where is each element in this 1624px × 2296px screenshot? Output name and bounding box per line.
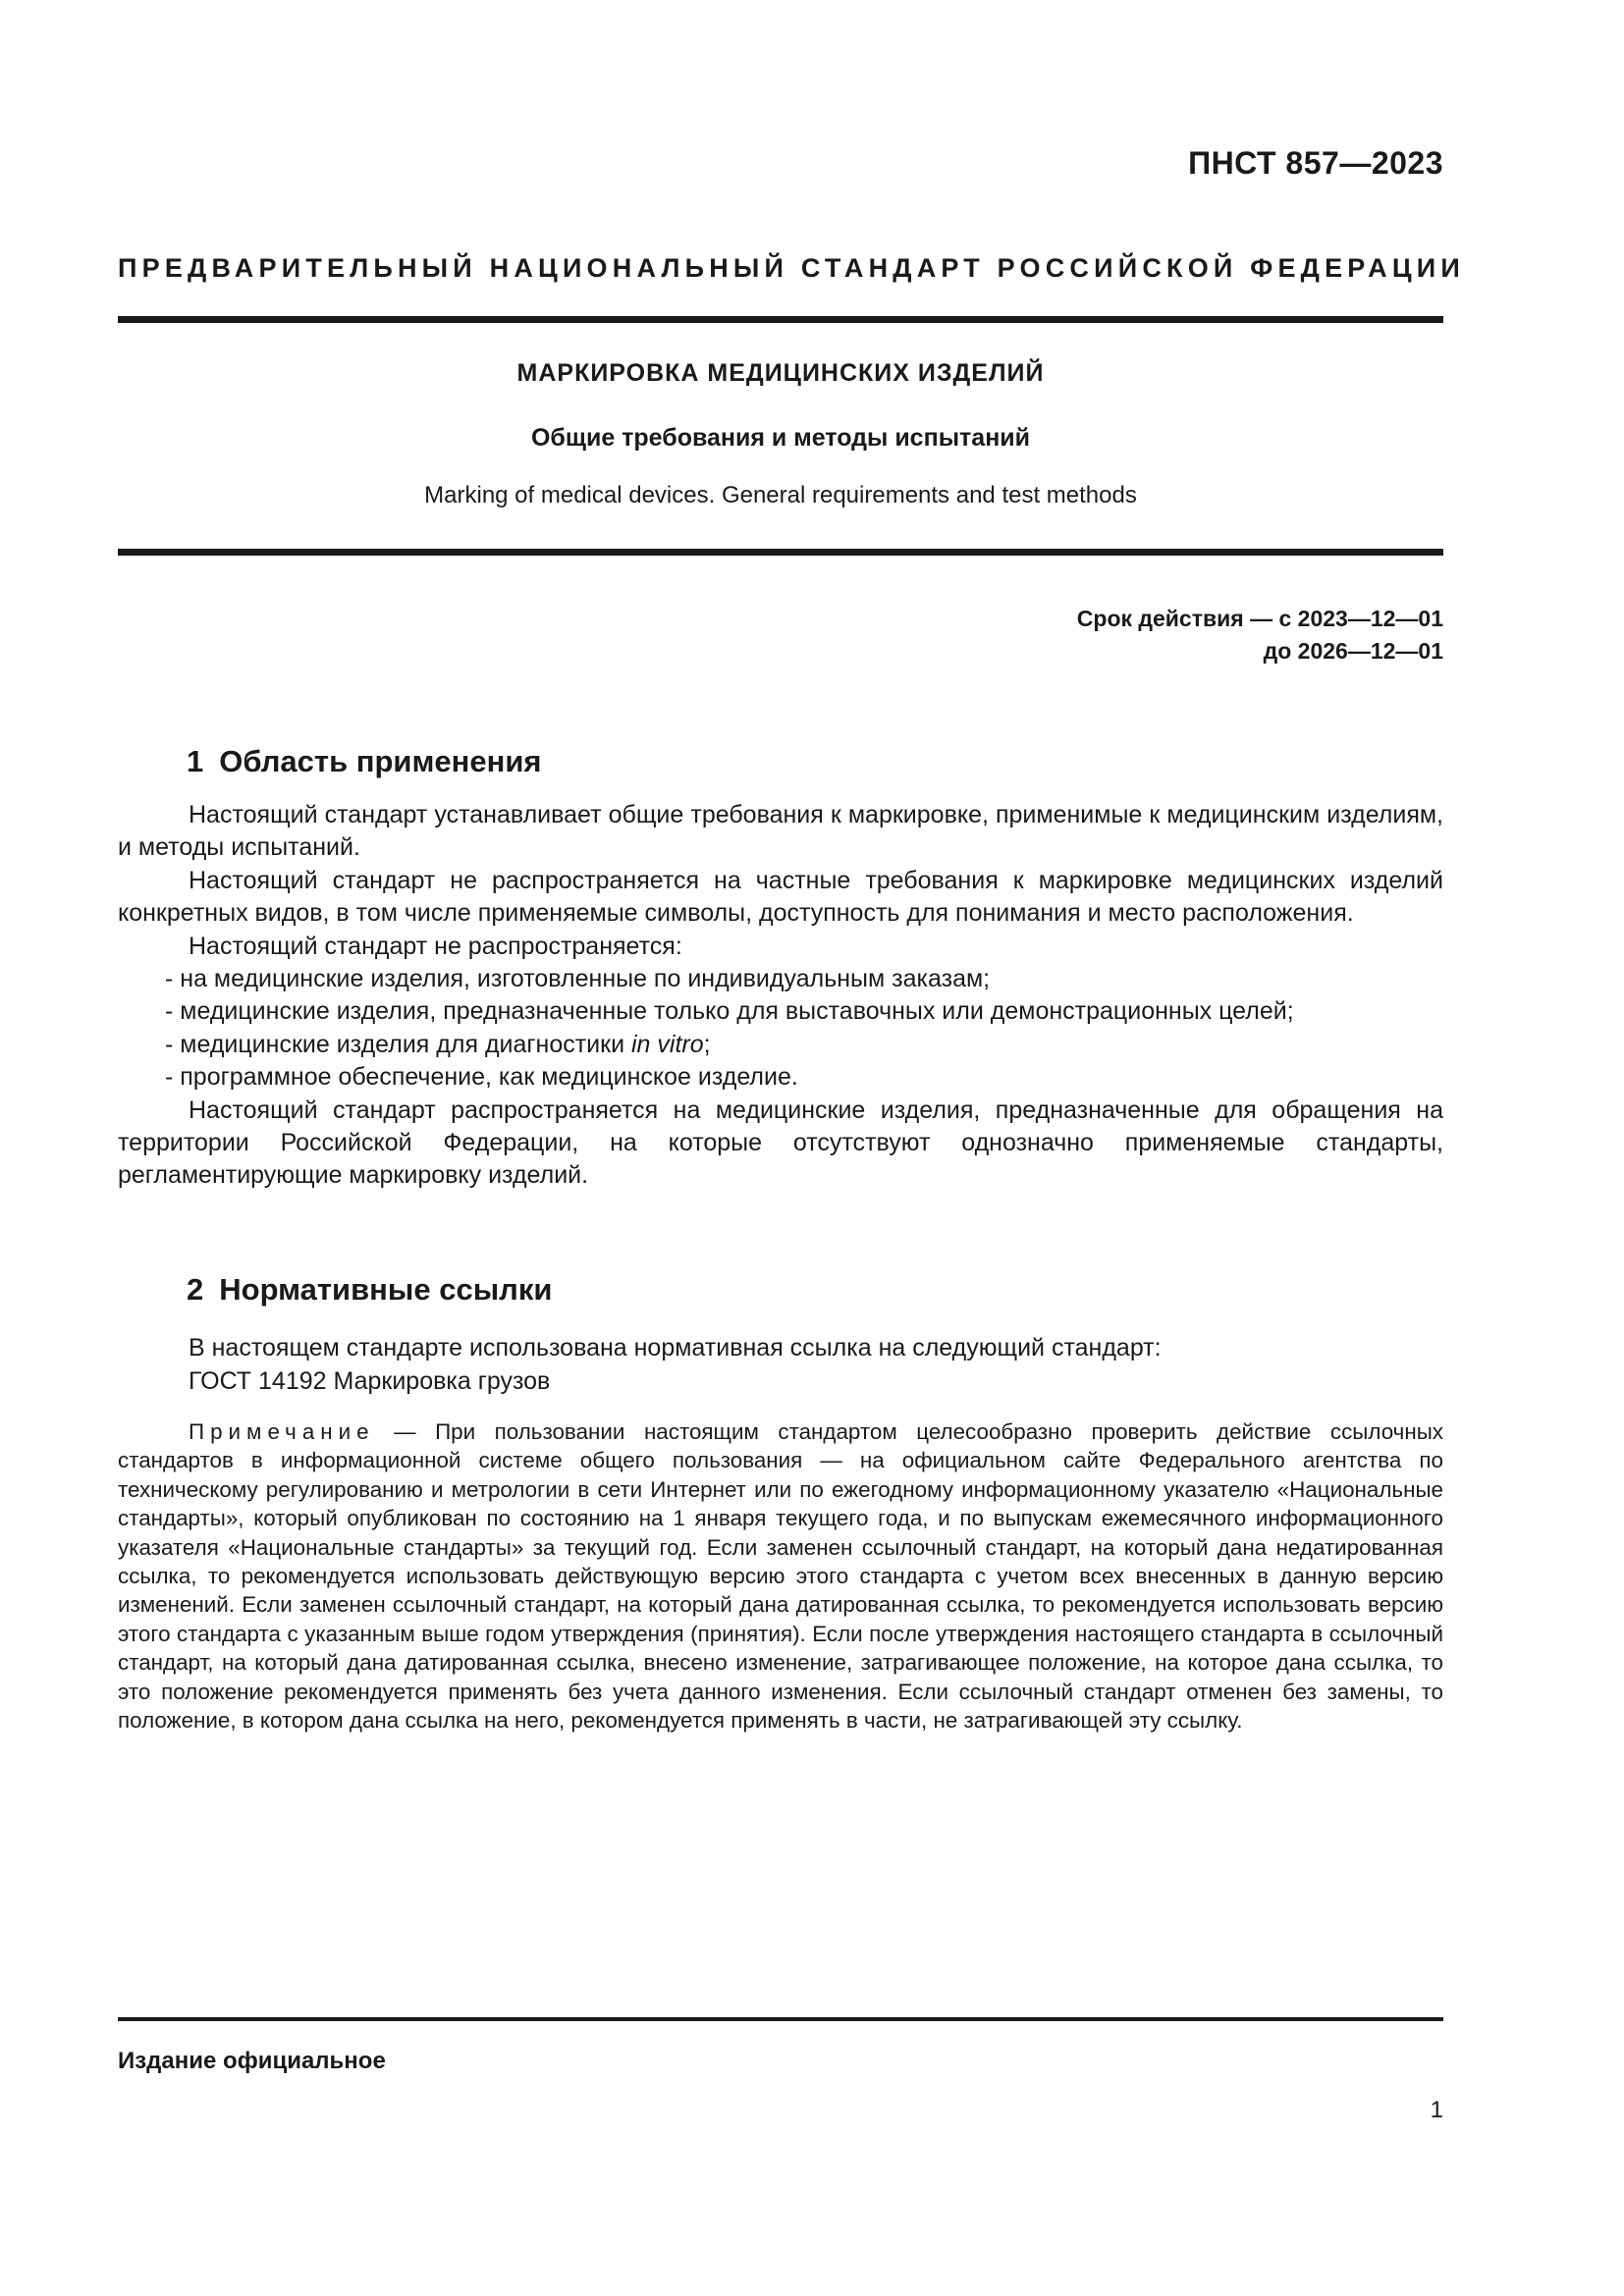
list-item [118, 1029, 1443, 1061]
section-1-number: 1 [187, 744, 204, 778]
page-number: 1 [1430, 2097, 1443, 2123]
list-item: - на медицинские изделия, изготовленные по индивидуальным заказам; [165, 965, 991, 993]
reference-item: ГОСТ 14192 Маркировка грузов [189, 1367, 551, 1395]
note-block [118, 1417, 1443, 1735]
list-item-punctuation: ; [703, 1030, 711, 1058]
paragraph: Настоящий стандарт не распространяется на частные требования к маркировке медицинских изделий конкретных видов, в том числе применяемые символы, доступность для понимания и место расположения. [118, 866, 1443, 928]
document-subtitle: Общие требования и методы испытаний [530, 424, 1031, 452]
standard-type-header: ПРЕДВАРИТЕЛЬНЫЙ НАЦИОНАЛЬНЫЙ СТАНДАРТ РОССИЙСКОЙ ФЕДЕРАЦИИ [118, 253, 1465, 283]
section-2-title: Нормативные ссылки [219, 1272, 553, 1307]
note-text: — При пользовании настоящим стандартом целесообразно проверить действие ссылочных стандартов в информационной системе общего пользования — на официальном сайте Федерального агентства по техническому регулированию и метрологии в сети Интернет или по ежегодному информационному указателю «Национальные стандарты», который опубликован по состоянию на 1 января текущего года, и по выпускам ежемесячного информационного указателя «Национальные стандарты» за текущий год. Если заменен ссылочный стандарт, на который дана недатированная ссылка, то рекомендуется использовать действующую версию этого стандарта с учетом всех внесенных в данную версию изменений. Если заменен ссылочный стандарт, на который дана датированная ссылка, то рекомендуется использовать версию этого стандарта с указанным выше годом утверждения (принятия). Если после утверждения настоящего стандарта в ссылочный стандарт, на который дана датированная ссылка, внесено изменение, затрагивающее положение, на которое дана ссылка, то это положение рекомендуется применять без учета данного изменения. Если ссылочный стандарт отменен без замены, то положение, в котором дана ссылка на него, рекомендуется применять в части, не затрагивающей эту ссылку. [118, 1419, 1443, 1734]
top-divider [118, 316, 1443, 323]
footer-divider [118, 2017, 1443, 2021]
normative-references [189, 1331, 1162, 1398]
edition-label: Издание официальное [118, 2048, 386, 2074]
paragraph: Настоящий стандарт устанавливает общие требования к маркировке, применимые к медицинским изделиям, и методы испытаний. [118, 801, 1443, 862]
section-1-title: Область применения [219, 744, 542, 778]
in-vitro-term: in vitro [631, 1030, 704, 1058]
section-1-heading [187, 744, 542, 779]
title-divider [118, 549, 1443, 556]
section-2-heading [187, 1272, 552, 1308]
section-2-number: 2 [187, 1272, 204, 1307]
validity-start: Срок действия — с 2023—12—01 [1076, 606, 1443, 631]
document-code: ПНСТ 857—2023 [1188, 145, 1443, 181]
validity-end: до 2026—12—01 [1263, 638, 1443, 664]
list-item: - медицинские изделия, предназначенные только для выставочных или демонстрационных целей; [165, 997, 1294, 1026]
list-item: - программное обеспечение, как медицинское изделие. [165, 1063, 798, 1092]
list-item-text: - медицинские изделия для диагностики [165, 1030, 631, 1058]
section-1-body [118, 799, 1443, 1193]
english-title: Marking of medical devices. General requirements and test methods [424, 482, 1137, 508]
validity-period [1077, 603, 1443, 667]
note-label: Примечание [189, 1419, 375, 1444]
paragraph: Настоящий стандарт не распространяется: [189, 932, 682, 960]
paragraph: Настоящий стандарт распространяется на медицинские изделия, предназначенные для обращения на территории Российской Федерации, на которые отсутствуют однозначно применяемые стандарты, регламентирующие маркировку изделий. [118, 1095, 1443, 1190]
document-title: МАРКИРОВКА МЕДИЦИНСКИХ ИЗДЕЛИЙ [516, 359, 1045, 387]
paragraph: В настоящем стандарте использована нормативная ссылка на следующий стандарт: [189, 1334, 1162, 1362]
